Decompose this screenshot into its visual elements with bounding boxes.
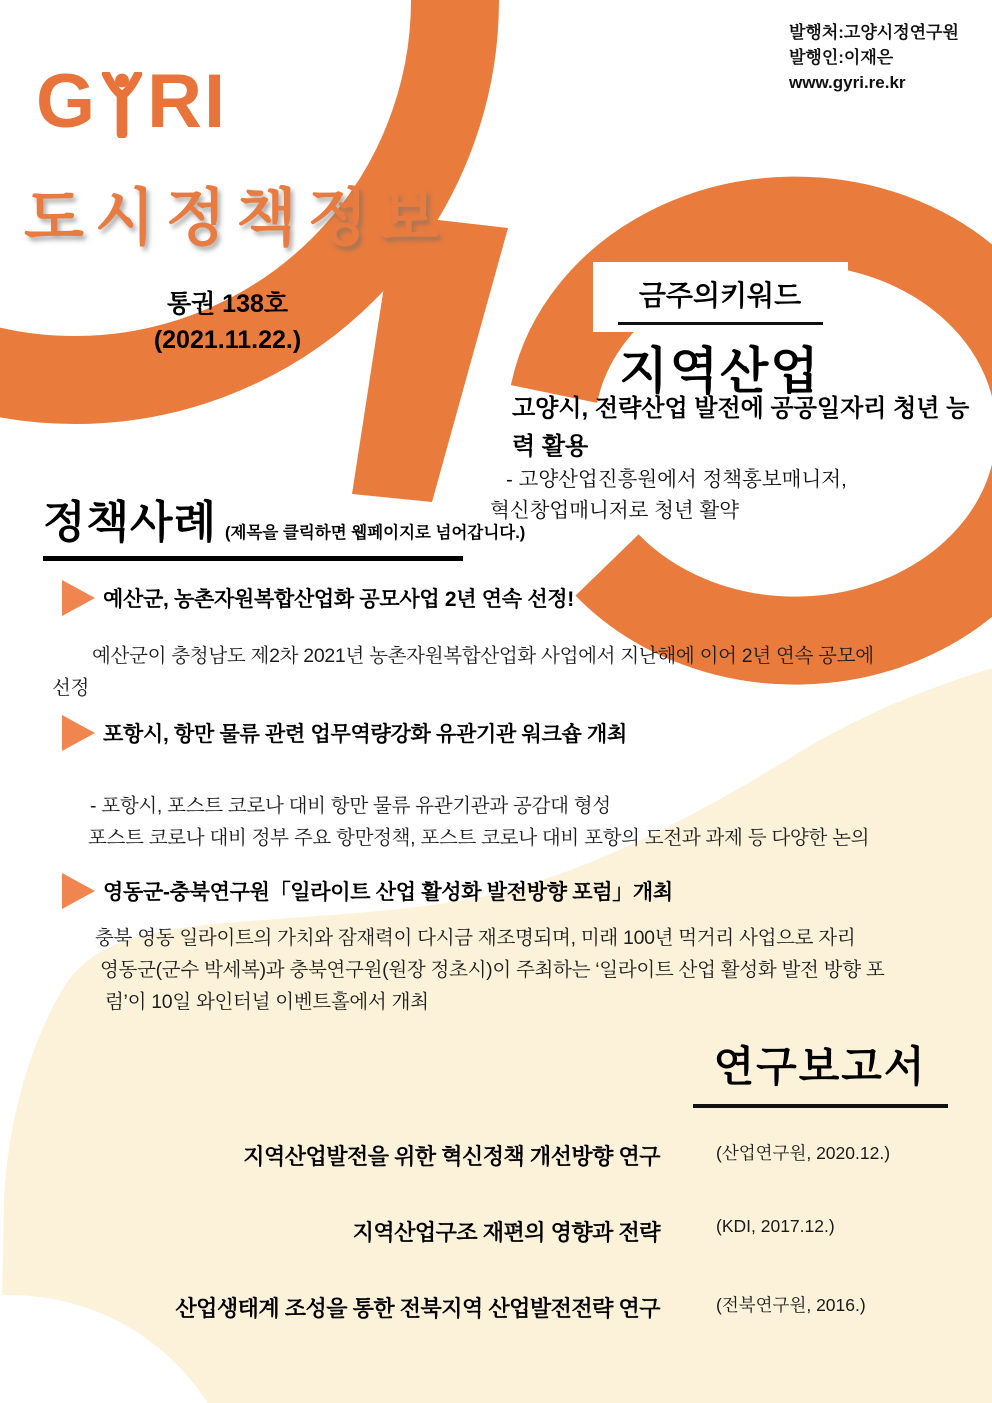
case-body-line: 선정 <box>52 677 90 699</box>
case-title[interactable]: 포항시, 항만 물류 관련 업무역량강화 유관기관 워크숍 개최 <box>103 723 627 746</box>
report-source: (전북연구원, 2016.) <box>716 1295 866 1315</box>
person-icon <box>99 72 145 138</box>
report-row <box>0 1216 992 1246</box>
issue-block <box>95 286 360 358</box>
keyword-detail-line1: - 고양산업진흥원에서 정책홍보매니저, <box>506 468 847 491</box>
triangle-bullet-icon <box>62 873 95 909</box>
keyword-section-label: 금주의키워드 <box>638 280 802 311</box>
case-body-line: 포스트 코로나 대비 정부 주요 항만정책, 포스트 코로나 대비 포항의 도전과 과제 등 다양한 논의 <box>88 827 870 849</box>
keyword-detail-line2: 혁신창업매니저로 청년 활약 <box>490 499 740 522</box>
keyword-block <box>555 274 885 403</box>
logo-letter-ri: RI <box>147 59 228 144</box>
report-title[interactable]: 지역산업발전을 위한 혁신정책 개선방향 연구 <box>243 1144 660 1169</box>
policy-section-note: (제목을 클릭하면 웹페이지로 넘어갑니다.) <box>225 524 526 542</box>
report-title[interactable]: 산업생태계 조성을 통한 전북지역 산업발전전략 연구 <box>175 1296 660 1321</box>
report-title[interactable]: 지역산업구조 재편의 영향과 전략 <box>352 1220 660 1245</box>
policy-section-title: 정책사례 <box>43 498 218 547</box>
publisher-org: 발행처:고양시정연구원 <box>789 23 959 42</box>
report-source: (KDI, 2017.12.) <box>716 1216 835 1236</box>
case-title[interactable]: 영동군-충북연구원「일라이트 산업 활성화 발전방향 포럼」개최 <box>103 881 673 904</box>
case-title[interactable]: 예산군, 농촌자원복합산업화 공모사업 2년 연속 선정! <box>103 588 574 611</box>
policy-section-header <box>43 486 526 561</box>
newsletter-title: 도시정책정보 <box>24 184 450 253</box>
website-link[interactable]: www.gyri.re.kr <box>789 73 906 92</box>
weekly-keyword: 지역산업 <box>619 343 821 399</box>
report-row <box>0 1140 992 1170</box>
gyri-logo <box>36 58 227 145</box>
triangle-bullet-icon <box>62 580 95 616</box>
case-body-line: 충북 영동 일라이트의 가치와 잠재력이 다시금 재조명되며, 미래 100년 먹거리 사업으로 자리 <box>95 927 856 949</box>
keyword-headline: 고양시, 전략산업 발전에 공공일자리 청년 능력 활용 <box>512 395 970 460</box>
publisher-info <box>789 20 959 95</box>
triangle-bullet-icon <box>62 715 95 751</box>
research-section-header <box>660 1034 980 1108</box>
keyword-underline <box>618 322 823 325</box>
research-underline <box>693 1104 948 1108</box>
issue-number: 통권 138호 <box>166 290 289 318</box>
case-body-line: - 포항시, 포스트 코로나 대비 항만 물류 유관기관과 공감대 형성 <box>90 795 611 817</box>
report-source: (산업연구원, 2020.12.) <box>716 1143 891 1163</box>
keyword-detail <box>490 464 910 526</box>
logo-letter-g: G <box>36 59 98 144</box>
report-row <box>0 1292 992 1322</box>
issue-date: (2021.11.22.) <box>153 326 302 354</box>
case-body-line: 예산군이 충청남도 제2차 2021년 농촌자원복합산업화 사업에서 지난해에 이어 2년 연속 공모에 <box>92 645 874 667</box>
case-body-line: 럼’이 10일 와인터널 이벤트홀에서 개최 <box>105 991 429 1013</box>
case-body-line: 영동군(군수 박세복)과 충북연구원(원장 정초시)이 주최하는 ‘일라이트 산업 활성화 발전 방향 포 <box>100 959 885 981</box>
publisher-person: 발행인:이재은 <box>789 48 894 67</box>
research-section-title: 연구보고서 <box>713 1043 927 1090</box>
